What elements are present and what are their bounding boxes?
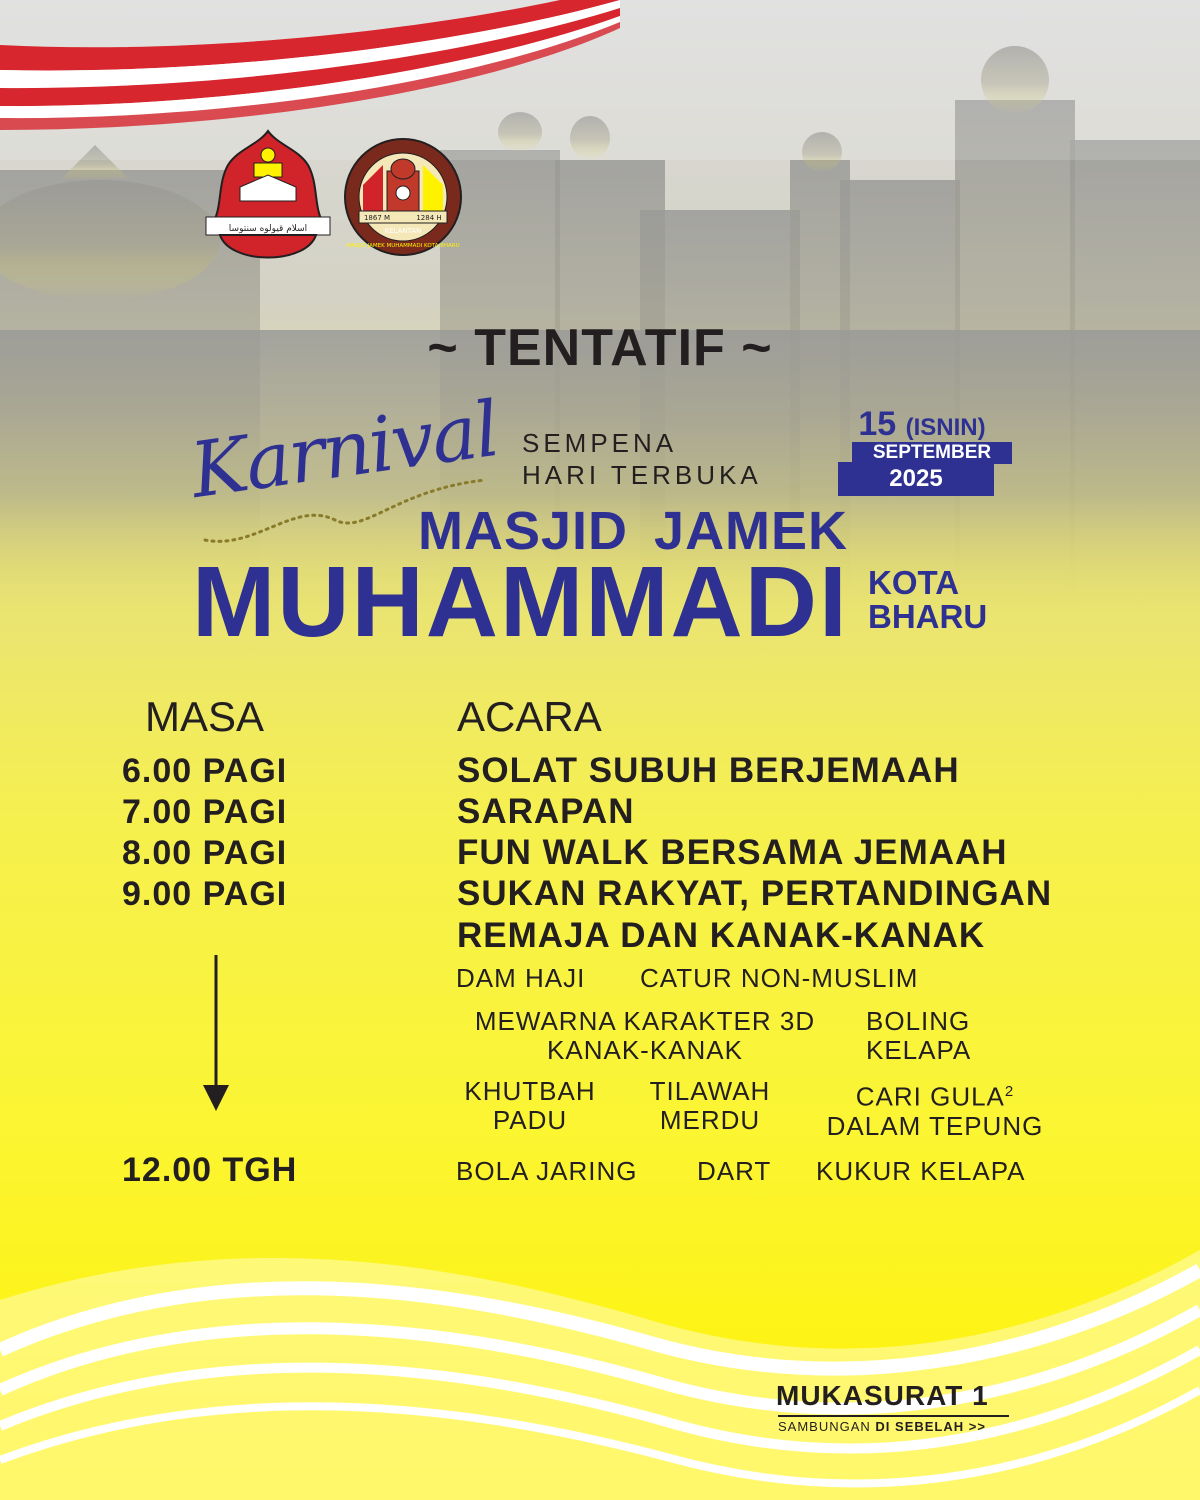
activity-cari-gula — [814, 1077, 1056, 1141]
activity-kukur-kelapa: KUKUR KELAPA — [816, 1156, 1026, 1186]
masjid-jamek-emblem-logo — [343, 125, 463, 275]
schedule-time: 9.00 PAGI — [122, 875, 288, 913]
column-header-masa: MASA — [145, 693, 265, 740]
page-title-tentatif: ~ TENTATIF ~ — [427, 319, 773, 377]
activity-mewarna — [456, 1007, 834, 1065]
column-header-acara: ACARA — [457, 693, 602, 740]
event-date-badge — [838, 404, 1006, 496]
page-number-underline — [778, 1415, 1009, 1417]
continued-next-page-label — [778, 1419, 986, 1434]
masjid-jamek-title: MASJID JAMEK — [418, 501, 849, 561]
activity-bola-jaring: BOLA JARING — [456, 1156, 638, 1186]
emblem-state: KELANTAN — [384, 227, 422, 235]
continued-bold: DI SEBELAH >> — [875, 1419, 986, 1434]
activity-cari-gula-superscript: 2 — [1004, 1083, 1015, 1100]
activity-tilawah-line2: MERDU — [659, 1105, 761, 1135]
sempena-line-1: SEMPENA — [522, 428, 678, 458]
activity-cari-gula-text: CARI GULA — [855, 1081, 1005, 1112]
activity-boling-line1: BOLING — [866, 1006, 971, 1036]
continued-plain: SAMBUNGAN — [778, 1419, 871, 1434]
activity-dart: DART — [697, 1156, 772, 1186]
kota-bharu-title — [868, 566, 987, 634]
activity-boling-line2: KELAPA — [866, 1035, 972, 1065]
emblem-year-left: 1867 M — [363, 214, 391, 222]
activity-boling-kelapa — [866, 1006, 972, 1065]
date-month: SEPTEMBER — [872, 442, 992, 463]
schedule-time: 8.00 PAGI — [122, 834, 288, 872]
activity-tilawah-merdu — [640, 1077, 780, 1135]
schedule-event-continued: REMAJA DAN KANAK-KANAK — [457, 916, 986, 955]
sempena-subtitle — [522, 427, 762, 491]
kelantan-state-emblem-logo — [200, 125, 336, 275]
emblem-year-right: 1284 H — [416, 214, 442, 222]
date-year: 2025 — [889, 465, 943, 492]
schedule-event: SOLAT SUBUH BERJEMAAH — [457, 751, 960, 790]
activity-khutbah-padu — [456, 1077, 604, 1135]
date-day-number: 15 — [858, 405, 897, 443]
page-number-label: MUKASURAT 1 — [776, 1380, 989, 1411]
date-weekday: (ISNIN) — [905, 414, 986, 441]
arrow-down-icon — [200, 955, 232, 1115]
muhammadi-title: MUHAMMADI — [192, 546, 849, 658]
schedule-event: FUN WALK BERSAMA JEMAAH — [457, 833, 1008, 872]
schedule-event: SUKAN RAKYAT, PERTANDINGAN — [457, 874, 1053, 913]
activity-khutbah-line2: PADU — [492, 1105, 568, 1135]
activity-tilawah-line1: TILAWAH — [649, 1076, 771, 1106]
activity-cari-gula-line1 — [814, 1077, 1056, 1112]
schedule-time: 7.00 PAGI — [122, 793, 288, 831]
sempena-line-2: HARI TERBUKA — [522, 460, 762, 490]
svg-text:اسلام قيولوه سنتوسا: اسلام قيولوه سنتوسا — [228, 224, 308, 234]
activity-khutbah-line1: KHUTBAH — [464, 1076, 596, 1106]
bottom-wave-decoration — [0, 1230, 1200, 1500]
flag-ribbon-decoration — [0, 0, 620, 130]
kota-label: KOTA — [868, 564, 960, 601]
schedule-event: SARAPAN — [457, 792, 635, 831]
schedule-end-time: 12.00 TGH — [122, 1151, 298, 1189]
activity-mewarna-line2: KANAK-KANAK — [547, 1035, 743, 1065]
bharu-label: BHARU — [868, 598, 988, 635]
activity-catur: CATUR NON-MUSLIM — [640, 963, 919, 993]
karnival-script-title: Karnival — [185, 383, 503, 516]
activity-cari-gula-line2: DALAM TEPUNG — [826, 1110, 1044, 1141]
activity-mewarna-line1: MEWARNA KARAKTER 3D — [474, 1006, 816, 1036]
schedule-time: 6.00 PAGI — [122, 752, 288, 790]
emblem-name: MASJID JAMEK MUHAMMADI KOTA BHARU — [346, 243, 460, 249]
activity-dam-haji: DAM HAJI — [456, 963, 586, 993]
